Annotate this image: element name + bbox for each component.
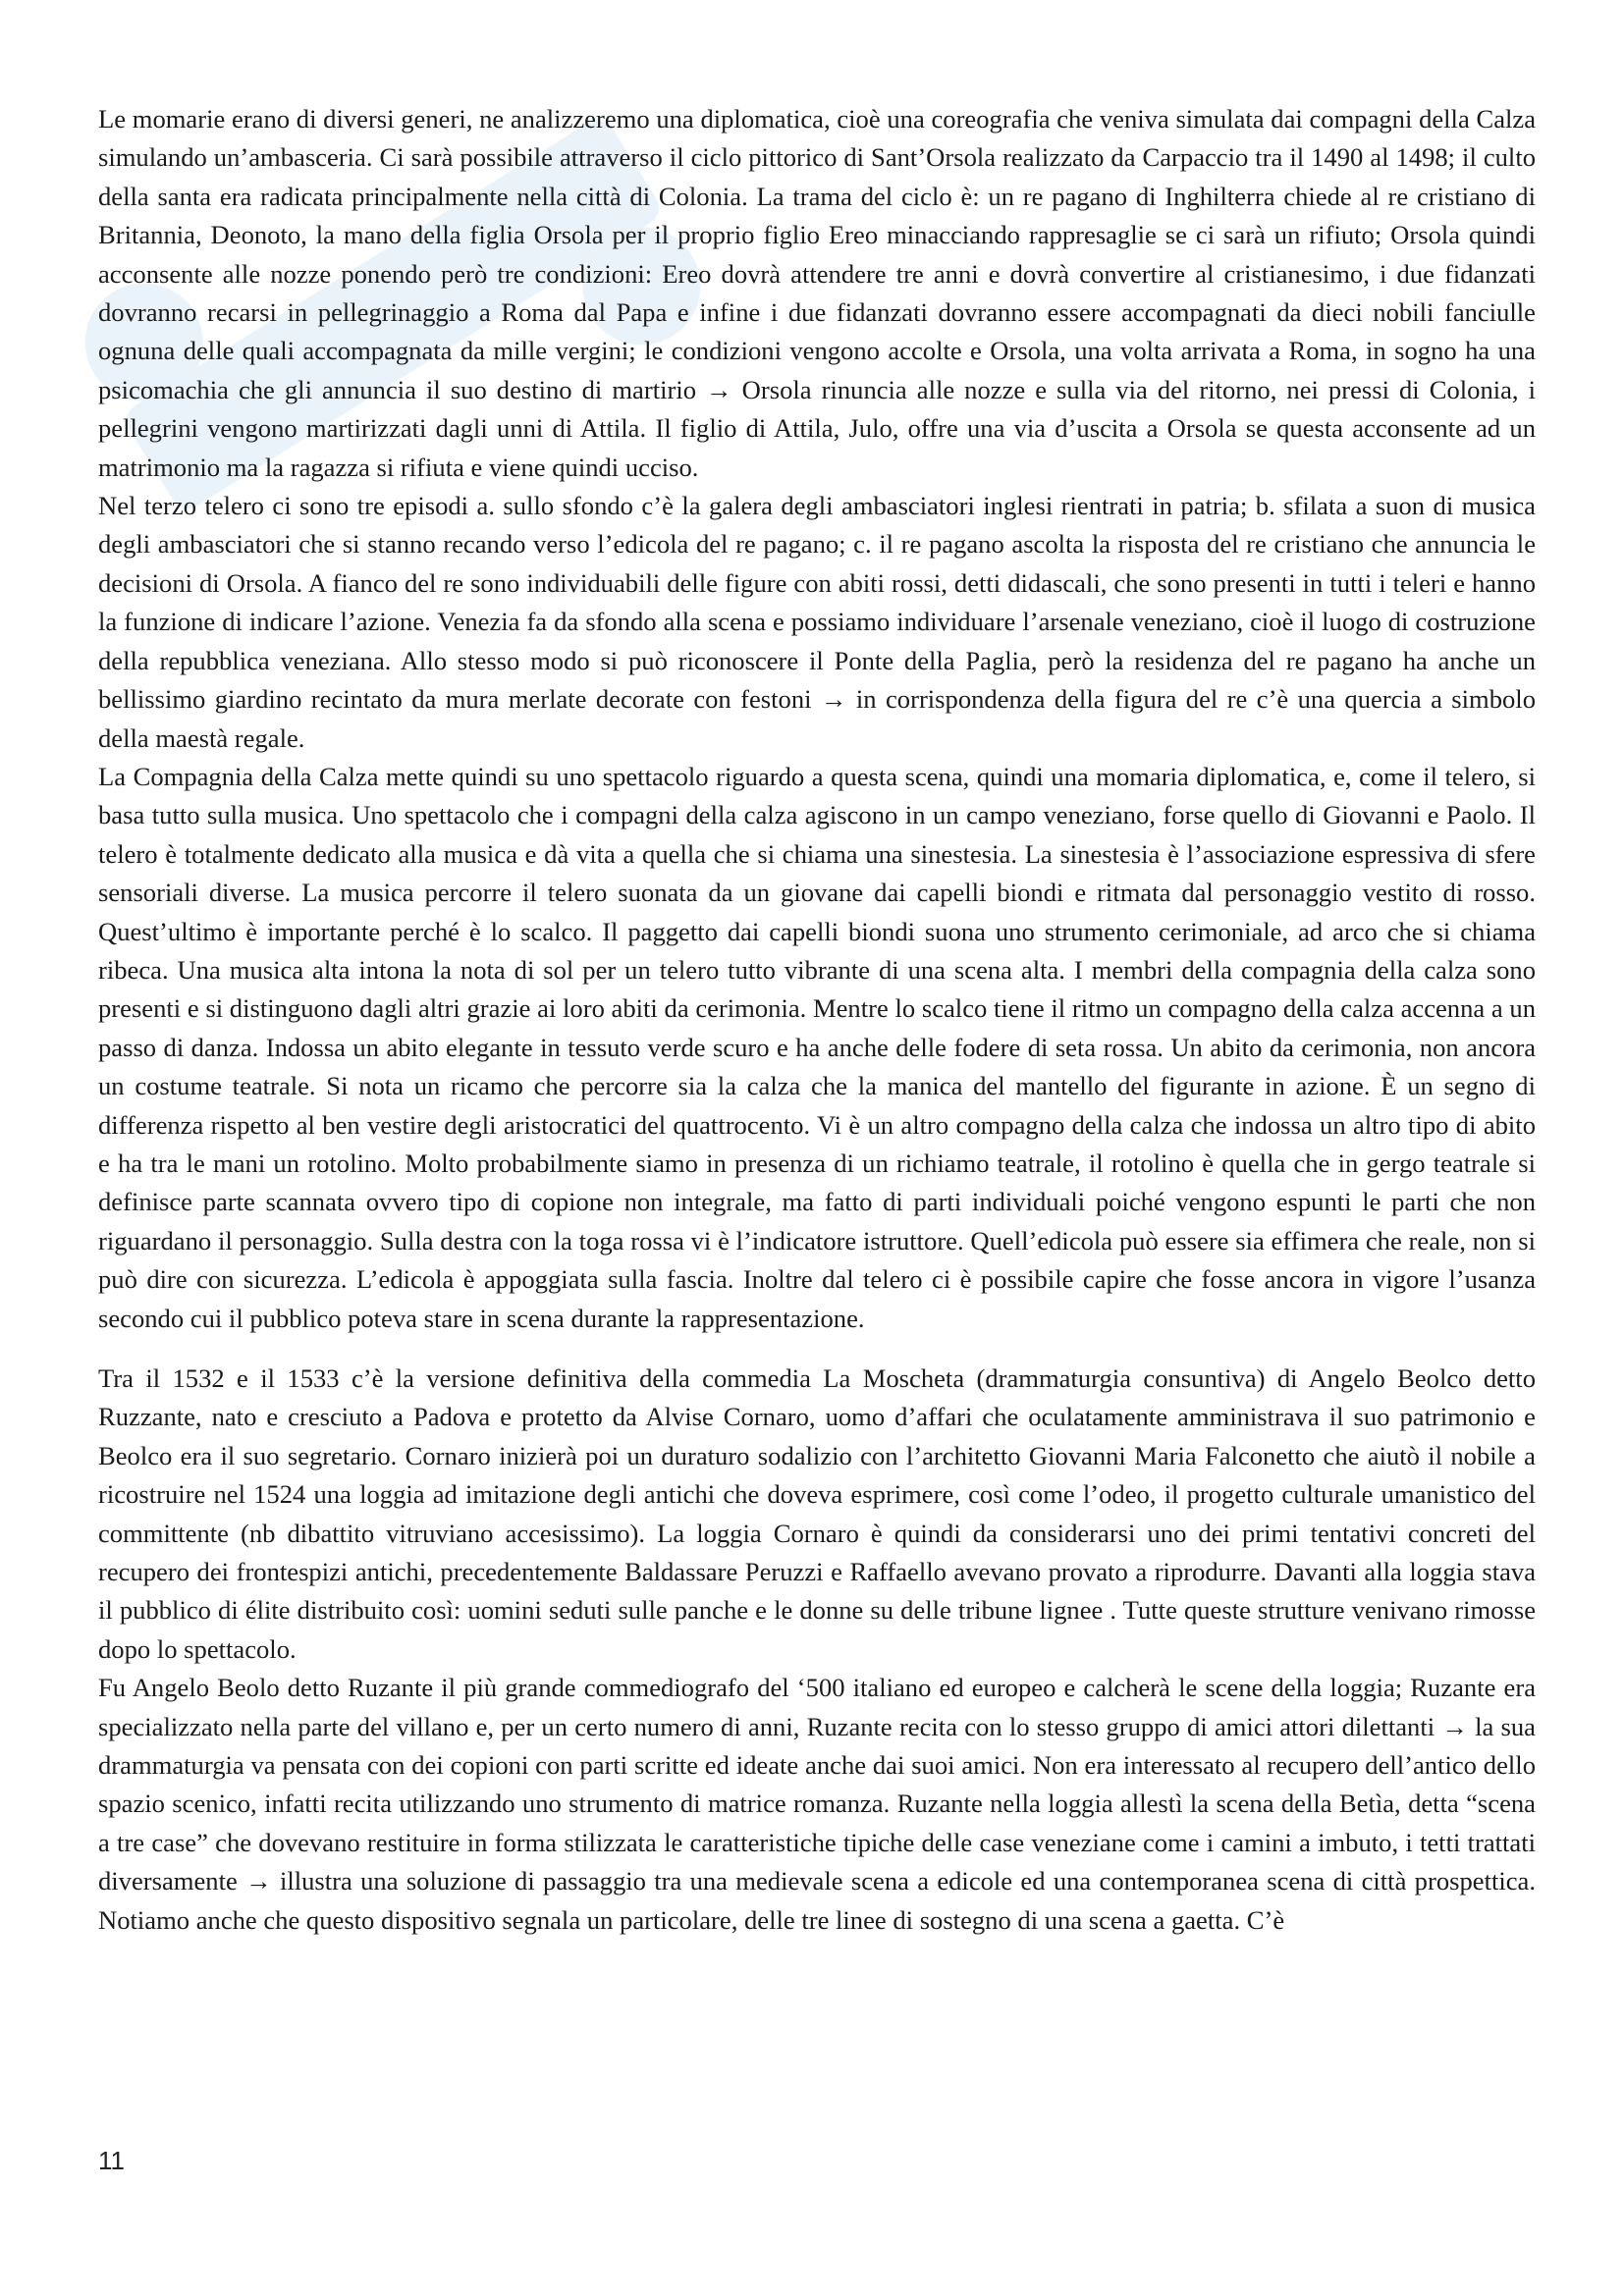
document-body (98, 100, 1536, 1940)
paragraph-ruzante: Fu Angelo Beolo detto Ruzante il più grande commediografo del ‘500 italiano ed europeo e calcherà le scene della loggia; Ruzante era specializzato nella parte del villano e, per un certo numero di anni, Ruzante recita con lo stesso gruppo di amici attori dilettanti → la sua drammaturgia va pensata con dei copioni con parti scritte ed ideate anche dai suoi amici. Non era interessato al recupero dell’antico dello spazio scenico, infatti recita utilizzando uno strumento di matrice romanza. Ruzante nella loggia allestì la scena della Betìa, detta “scena a tre case” che dovevano restituire in forma stilizzata le caratteristiche tipiche delle case veneziane come i camini a imbuto, i tetti trattati diversamente → illustra una soluzione di passaggio tra una medievale scena a edicole ed una contemporanea scena di città prospettica. Notiamo anche che questo dispositivo segnala un particolare, delle tre linee di sostegno di una scena a gaetta. C’è (98, 1673, 1536, 1935)
paragraph-momarie: Le momarie erano di diversi generi, ne analizzeremo una diplomatica, cioè una coreografia che veniva simulata dai compagni della Calza simulando un’ambasceria. Ci sarà possibile attraverso il ciclo pittorico di Sant’Orsola realizzato da Carpaccio tra il 1490 al 1498; il culto della santa era radicata principalmente nella città di Colonia. La trama del ciclo è: un re pagano di Inghilterra chiede al re cristiano di Britannia, Deonoto, la mano della figlia Orsola per il proprio figlio Ereo minacciando rappresaglie se ci sarà un rifiuto; Orsola quindi acconsente alle nozze ponendo però tre condizioni: Ereo dovrà attendere tre anni e dovrà convertire al cristianesimo, i due fidanzati dovranno recarsi in pellegrinaggio a Roma dal Papa e infine i due fidanzati dovranno essere accompagnati da dieci nobili fanciulle ognuna delle quali accompagnata da mille vergini; le condizioni vengono accolte e Orsola, una volta arrivata a Roma, in sogno ha una psicomachia che gli annuncia il suo destino di martirio → Orsola rinuncia alle nozze e sulla via del ritorno, nei pressi di Colonia, i pellegrini vengono martirizzati dagli unni di Attila. Il figlio di Attila, Julo, offre una via d’uscita a Orsola se questa acconsente ad un matrimonio ma la ragazza si rifiuta e viene quindi ucciso. (98, 104, 1536, 482)
paragraph-compagnia-calza: La Compagnia della Calza mette quindi su uno spettacolo riguardo a questa scena, quindi una momaria diplomatica, e, come il telero, si basa tutto sulla musica. Uno spettacolo che i compagni della calza agiscono in un campo veneziano, forse quello di Giovanni e Paolo. Il telero è totalmente dedicato alla musica e dà vita a quella che si chiama una sinestesia. La sinestesia è l’associazione espressiva di sfere sensoriali diverse. La musica percorre il telero suonata da un giovane dai capelli biondi e ritmata dal personaggio vestito di rosso. Quest’ultimo è importante perché è lo scalco. Il paggetto dai capelli biondi suona uno strumento cerimoniale, ad arco che si chiama ribeca. Una musica alta intona la nota di sol per un telero tutto vibrante di una scena alta. I membri della compagnia della calza sono presenti e si distinguono dagli altri grazie ai loro abiti da cerimonia. Mentre lo scalco tiene il ritmo un compagno della calza accenna a un passo di danza. Indossa un abito elegante in tessuto verde scuro e ha anche delle fodere di seta rossa. Un abito da cerimonia, non ancora un costume teatrale. Si nota un ricamo che percorre sia la calza che la manica del mantello del figurante in azione. È un segno di differenza rispetto al ben vestire degli aristocratici del quattrocento. Vi è un altro compagno della calza che indossa un altro tipo di abito e ha tra le mani un rotolino. Molto probabilmente siamo in presenza di un richiamo teatrale, il rotolino è quella che in gergo teatrale si definisce parte scannata ovvero tipo di copione non integrale, ma fatto di parti individuali poiché vengono espunti le parti che non riguardano il personaggio. Sulla destra con la toga rossa vi è l’indicatore istruttore. Quell’edicola può essere sia effimera che reale, non si può dire con sicurezza. L’edicola è appoggiata sulla fascia. Inoltre dal telero ci è possibile capire che fosse ancora in vigore l’usanza secondo cui il pubblico poteva stare in scena durante la rappresentazione. (98, 761, 1536, 1333)
paragraph-terzo-telero: Nel terzo telero ci sono tre episodi a. sullo sfondo c’è la galera degli ambasciatori inglesi rientrati in patria; b. sfilata a suon di musica degli ambasciatori che si stanno recando verso l’edicola del re pagano; c. il re pagano ascolta la risposta del re cristiano che annuncia le decisioni di Orsola. A fianco del re sono individuabili delle figure con abiti rossi, detti didascali, che sono presenti in tutti i teleri e hanno la funzione di indicare l’azione. Venezia fa da sfondo alla scena e possiamo individuare l’arsenale veneziano, cioè il luogo di costruzione della repubblica veneziana. Allo stesso modo si può riconoscere il Ponte della Paglia, però la residenza del re pagano ha anche un bellissimo giardino recintato da mura merlate decorate con festoni → in corrispondenza della figura del re c’è una quercia a simbolo della maestà regale. (98, 491, 1536, 753)
page-number: 11 (98, 2146, 125, 2175)
paragraph-moscheta: Tra il 1532 e il 1533 c’è la versione definitiva della commedia La Moscheta (drammaturgia consuntiva) di Angelo Beolco detto Ruzzante, nato e cresciuto a Padova e protetto da Alvise Cornaro, uomo d’affari che oculatamente amministrava il suo patrimonio e Beolco era il suo segretario. Cornaro inizierà poi un duraturo sodalizio con l’architetto Giovanni Maria Falconetto che aiutò il nobile a ricostruire nel 1524 una loggia ad imitazione degli antichi che doveva esprimere, così come l’odeo, il progetto culturale umanistico del committente (nb dibattito vitruviano accesissimo). La loggia Cornaro è quindi da considerarsi uno dei primi tentativi concreti del recupero dei frontespizi antichi, precedentemente Baldassare Peruzzi e Raffaello avevano provato a riprodurre. Davanti alla loggia stava il pubblico di élite distribuito così: uomini seduti sulle panche e le donne su delle tribune lignee . Tutte queste strutture venivano rimosse dopo lo spettacolo. (98, 1363, 1536, 1664)
